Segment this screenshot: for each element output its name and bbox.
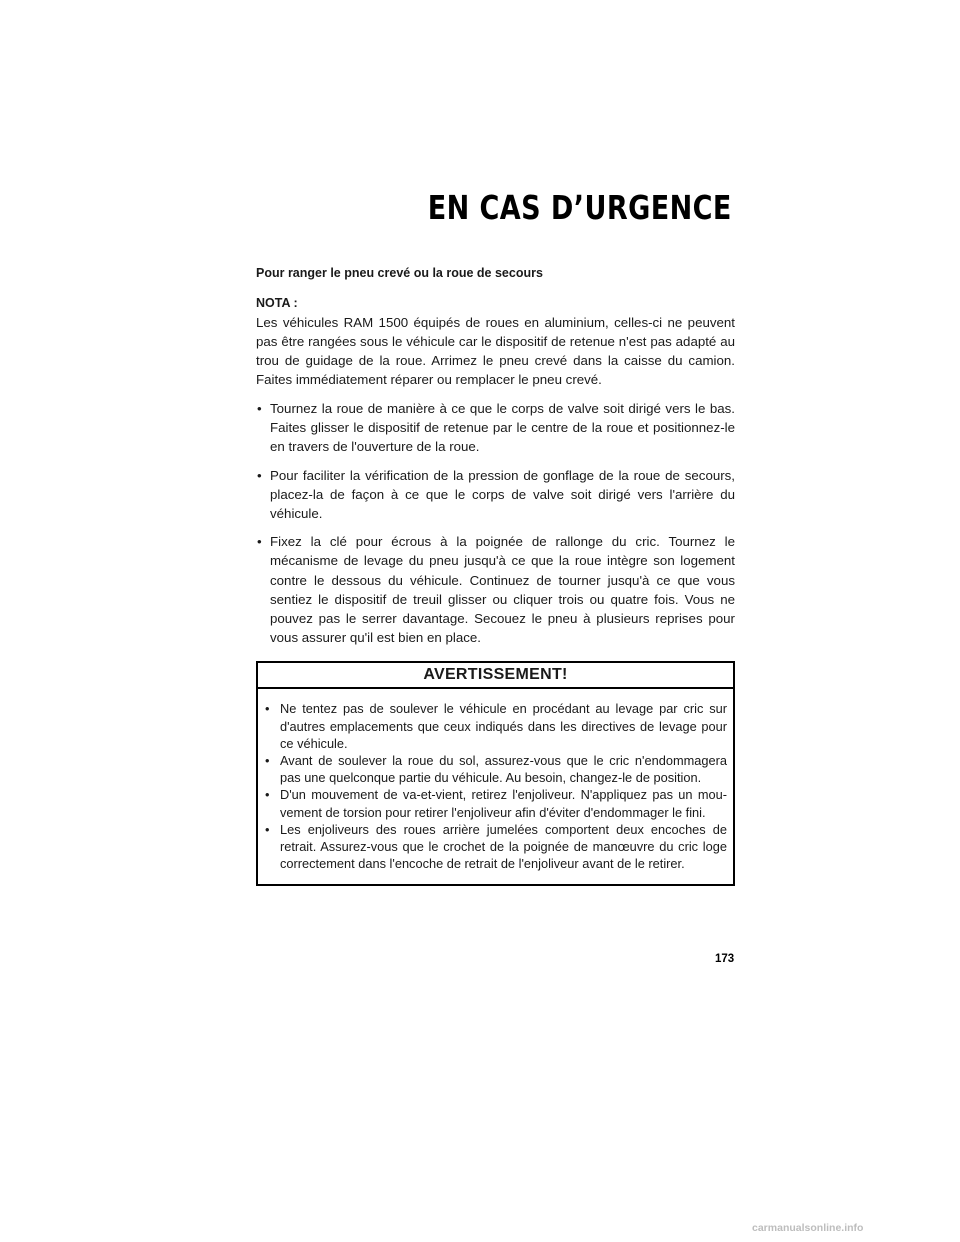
chapter-title: EN CAS D’URGENCE — [427, 188, 732, 227]
list-item — [256, 399, 735, 457]
warning-text: Les enjoliveurs des roues arrière jumelées comportent deux encoches de retrait. Assurez-vous que le crochet de la poignée de manœuvre du cric loge correctement dans l'encoche de retrait de l'enjoliveur avant de le retirer. — [280, 821, 727, 872]
list-item — [256, 466, 735, 524]
list-item — [264, 700, 727, 752]
list-item — [264, 752, 727, 786]
bullet-icon: • — [257, 467, 262, 483]
bullet-icon: • — [265, 787, 270, 803]
step-text: Fixez la clé pour écrous à la poignée de rallonge du cric. Tournez le mécanisme de levage du pneu jusqu'à ce que la roue intègre son logement contre le dessous du véhicule. Continuez de tourner jusqu'à ce que vous sentiez le dispositif de treuil glisser ou cliquer trois ou quatre fois. Vous ne pouvez pas le serrer davantage. Secouez le pneu à plusieurs reprises pour vous assurer qu'il est bien en place. — [270, 534, 735, 646]
step-text: Tournez la roue de manière à ce que le corps de valve soit dirigé vers le bas. Faites glisser le dispositif de retenue par le centre de la roue et positionnez-le en travers de l'ouverture de la roue. — [270, 401, 735, 455]
list-item — [256, 532, 735, 647]
bullet-icon: • — [265, 753, 270, 769]
bullet-icon: • — [265, 821, 270, 837]
note-body: Les véhicules RAM 1500 équipés de roues en aluminium, celles-ci ne peuvent pas être rangées sous le véhicule car le dispositif de retenue n'est pas adapté au trou de guidage de la roue. Arrimez le pneu crevé dans la caisse du camion. Faites immédiatement réparer ou remplacer le pneu crevé. — [256, 315, 735, 387]
page-number: 173 — [715, 953, 735, 965]
warning-text: D'un mouvement de va-et-vient, retirez l'enjoliveur. N'appliquez pas un mou-vement de torsion pour retirer l'enjoliveur afin d'éviter d'endommager le fini. — [280, 787, 727, 820]
main-content — [256, 266, 735, 886]
step-text: Pour faciliter la vérification de la pression de gonflage de la roue de secours, placez-la de façon à ce que le corps de valve soit dirigé vers l'arrière du véhicule. — [270, 467, 735, 522]
warning-text: Avant de soulever la roue du sol, assurez-vous que le cric n'endommagera pas une quelconque partie du véhicule. Au besoin, changez-le de position. — [280, 753, 727, 786]
warning-text: Ne tentez pas de soulever le véhicule en procédant au levage par cric sur d'autres emplacements que ceux indiqués dans les directives de levage pour ce véhicule. — [280, 701, 727, 751]
bullet-icon: • — [257, 401, 262, 416]
watermark: carmanualsonline.info — [752, 1222, 864, 1234]
section-title: Pour ranger le pneu crevé ou la roue de secours — [256, 266, 543, 280]
list-item — [264, 821, 727, 873]
steps-list — [256, 399, 735, 647]
warning-box — [256, 661, 735, 886]
note-label: NOTA : — [256, 296, 298, 310]
warning-list — [258, 689, 733, 884]
warning-title: AVERTISSEMENT! — [258, 663, 733, 689]
bullet-icon: • — [265, 701, 270, 717]
bullet-icon: • — [257, 534, 262, 550]
list-item — [264, 786, 727, 820]
